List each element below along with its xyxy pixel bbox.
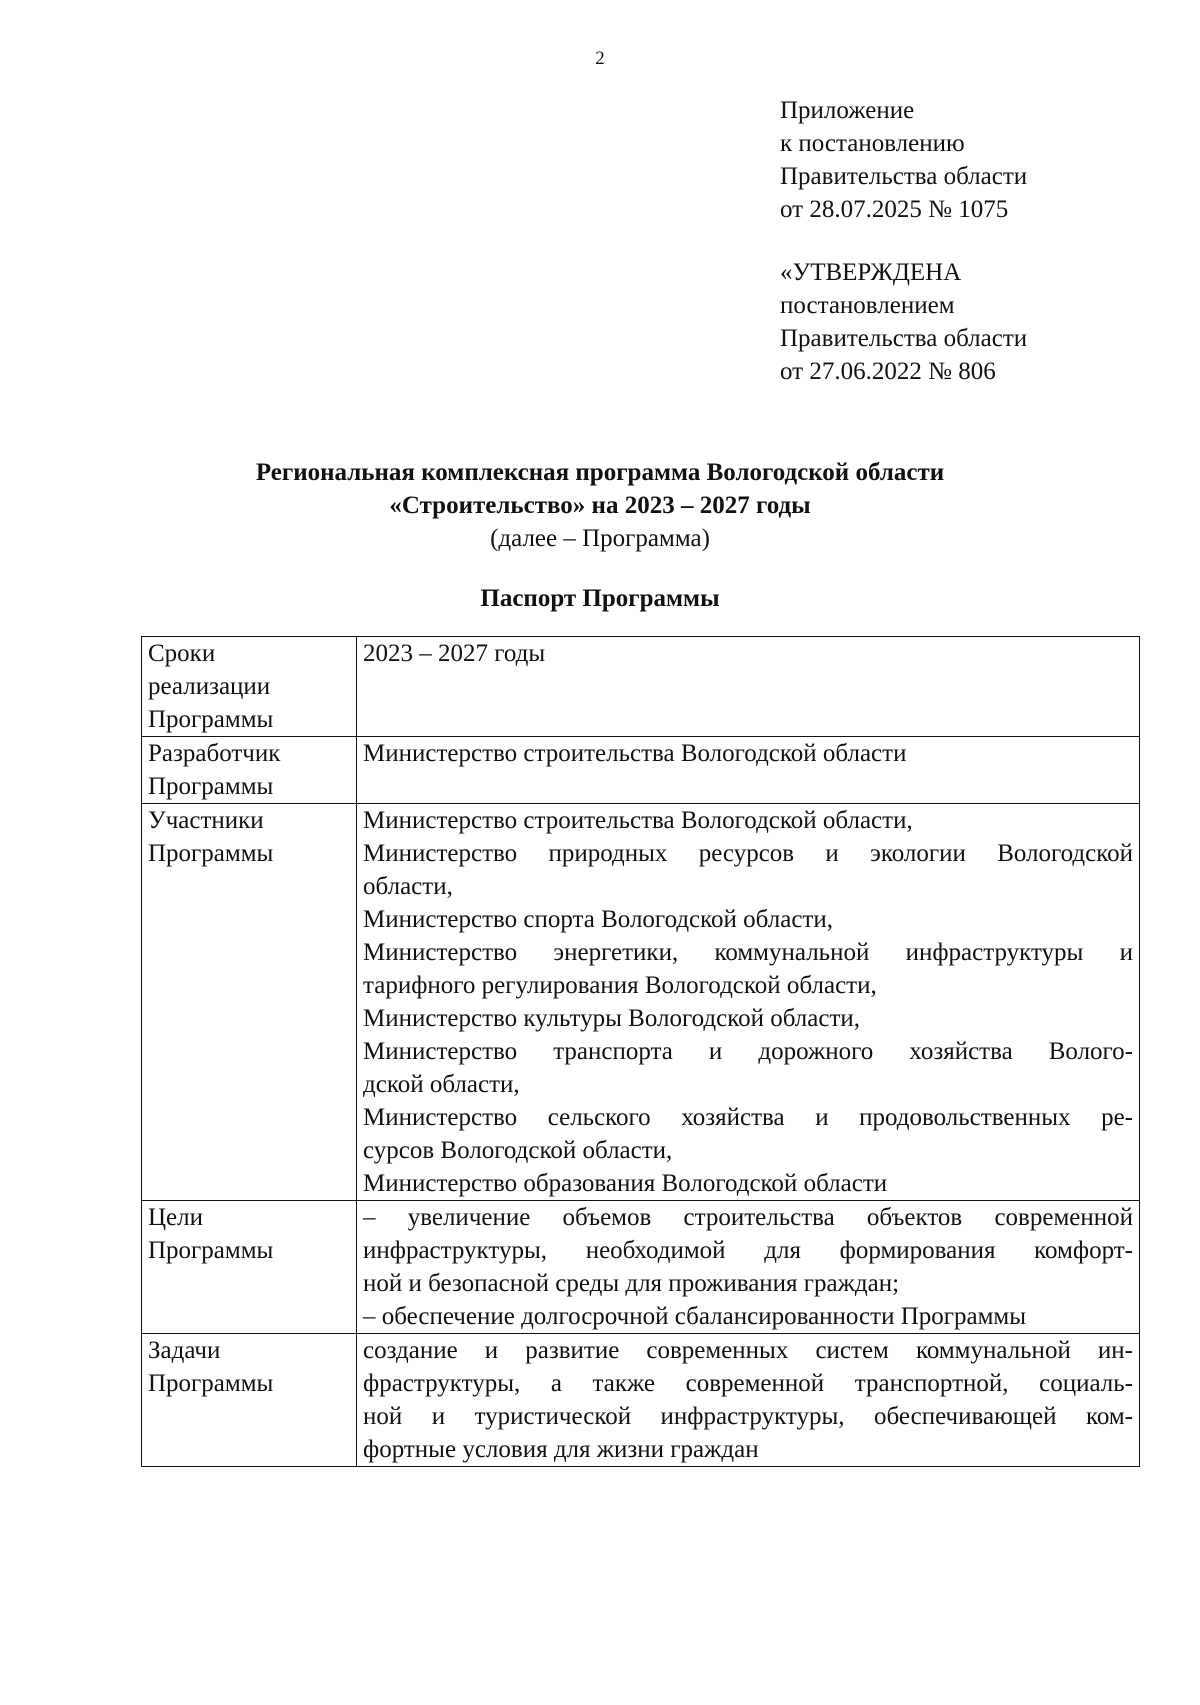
row-value-line: Министерство сельского хозяйства и продовольственных ре- — [363, 1104, 1133, 1131]
row-value-line: дской области, — [363, 1071, 520, 1098]
approved-line: постановлением — [780, 292, 955, 319]
row-value-cell — [357, 1201, 1140, 1334]
passport-table — [141, 636, 1140, 1467]
approved-block — [780, 256, 1027, 388]
appendix-block — [780, 94, 1027, 226]
table-row — [142, 1334, 1140, 1467]
row-label-cell — [142, 804, 357, 1201]
title-line-1: Региональная комплексная программа Вологодской области — [255, 459, 945, 486]
row-value-cell — [357, 1334, 1140, 1467]
row-value-line: области, — [363, 873, 453, 900]
passport-table-body — [142, 637, 1140, 1467]
row-value-line: инфраструктуры, необходимой для формирования комфорт- — [363, 1237, 1133, 1264]
row-label-line: Разработчик — [148, 740, 281, 767]
title-line-3: (далее – Программа) — [490, 525, 710, 552]
row-value-line: 2023 – 2027 годы — [363, 640, 546, 667]
row-label-line: реализации — [148, 673, 271, 700]
page-number: 2 — [595, 48, 605, 69]
row-value-line: Министерство энергетики, коммунальной инфраструктуры и — [363, 939, 1133, 966]
appendix-line: Приложение — [780, 97, 915, 124]
row-value-line: Министерство строительства Вологодской области — [363, 740, 907, 767]
row-label-line: Программы — [148, 1237, 274, 1264]
title-line-2: «Строительство» на 2023 – 2027 годы — [389, 492, 811, 519]
appendix-line: к постановлению — [780, 130, 965, 157]
row-value-cell — [357, 737, 1140, 804]
row-value-line: Министерство транспорта и дорожного хозяйства Волого- — [363, 1038, 1133, 1065]
table-row — [142, 637, 1140, 737]
row-value-line: Министерство строительства Вологодской области, — [363, 807, 913, 834]
row-label-line: Программы — [148, 840, 274, 867]
approved-line: от 27.06.2022 № 806 — [780, 358, 996, 385]
appendix-line: от 28.07.2025 № 1075 — [780, 196, 1009, 223]
row-value-line: Министерство образования Вологодской области — [363, 1170, 888, 1197]
row-label-line: Программы — [148, 706, 274, 733]
row-label-line: Сроки — [148, 640, 216, 667]
row-value-line: создание и развитие современных систем коммунальной ин- — [363, 1337, 1133, 1364]
appendix-line: Правительства области — [780, 163, 1028, 190]
table-row — [142, 804, 1140, 1201]
row-value-line: – увеличение объемов строительства объектов современной — [363, 1204, 1133, 1231]
row-value-line: Министерство природных ресурсов и экологии Вологодской — [363, 840, 1133, 867]
row-value-line: сурсов Вологодской области, — [363, 1137, 673, 1164]
row-label-cell — [142, 1334, 357, 1467]
passport-heading: Паспорт Программы — [480, 585, 720, 612]
table-row — [142, 737, 1140, 804]
row-value-line: Министерство спорта Вологодской области, — [363, 906, 833, 933]
approved-line: Правительства области — [780, 325, 1028, 352]
row-label-line: Программы — [148, 1370, 274, 1397]
row-label-cell — [142, 737, 357, 804]
row-value-line: ной и безопасной среды для проживания граждан; — [363, 1270, 900, 1297]
row-label-line: Программы — [148, 773, 274, 800]
row-value-cell — [357, 804, 1140, 1201]
approved-line: «УТВЕРЖДЕНА — [780, 259, 962, 286]
row-label-cell — [142, 637, 357, 737]
row-value-line: ной и туристической инфраструктуры, обеспечивающей ком- — [363, 1403, 1133, 1430]
row-value-line: – обеспечение долгосрочной сбалансированности Программы — [363, 1303, 1027, 1330]
row-value-line: фортные условия для жизни граждан — [363, 1436, 759, 1463]
row-value-cell — [357, 637, 1140, 737]
table-row — [142, 1201, 1140, 1334]
row-value-line: Министерство культуры Вологодской области, — [363, 1005, 861, 1032]
row-label-cell — [142, 1201, 357, 1334]
row-value-line: фраструктуры, а также современной транспортной, социаль- — [363, 1370, 1133, 1397]
row-value-line: тарифного регулирования Вологодской области, — [363, 972, 877, 999]
row-label-line: Цели — [148, 1204, 204, 1231]
row-label-line: Участники — [148, 807, 264, 834]
row-label-line: Задачи — [148, 1337, 221, 1364]
document-title — [0, 456, 1200, 555]
